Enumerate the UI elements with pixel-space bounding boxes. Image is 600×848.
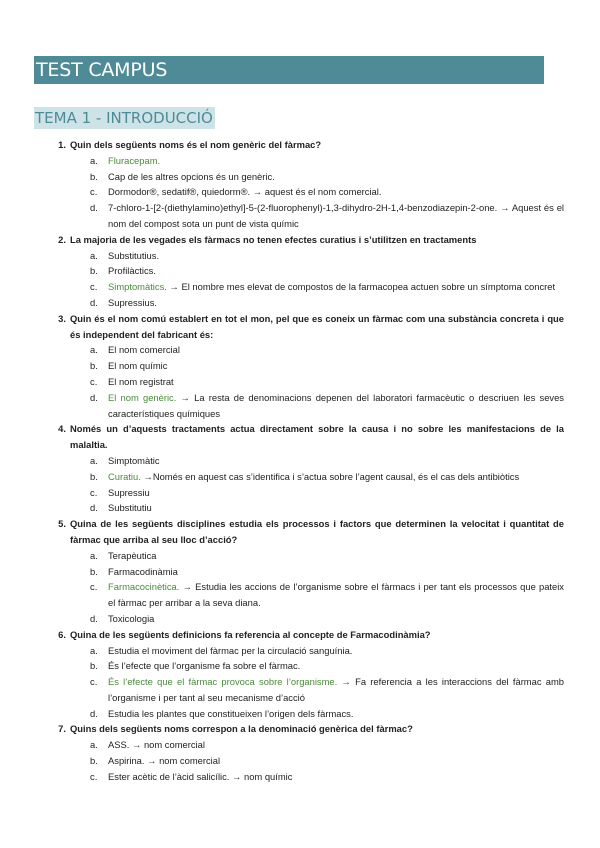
option-explanation: → aquest és el nom comercial. xyxy=(252,186,382,198)
option-text: Simptomàtic xyxy=(108,454,160,466)
question-number: 2. xyxy=(58,233,66,245)
option-label: c. xyxy=(90,581,98,593)
answer-option xyxy=(90,485,564,501)
option-explanation: → La resta de denominacions depenen del laboratori farmacèutic o descriuen les seves característiques químiques xyxy=(108,391,564,419)
question-item xyxy=(50,516,564,627)
option-label: d. xyxy=(90,296,98,308)
correct-answer-text: És l’efecte que el fàrmac provoca sobre l’organisme. xyxy=(108,676,338,688)
option-text: Supressiu xyxy=(108,486,150,498)
option-label: c. xyxy=(90,375,98,387)
option-label: c. xyxy=(90,486,98,498)
question-item xyxy=(50,627,564,722)
option-label: b. xyxy=(90,265,98,277)
option-text: Toxicologia xyxy=(108,612,155,624)
option-list xyxy=(70,153,564,232)
question-item xyxy=(50,311,564,422)
question-item xyxy=(50,721,564,784)
correct-answer-text: Simptomàtics. xyxy=(108,281,167,293)
answer-option xyxy=(90,295,564,311)
correct-answer-text: Curatiu. xyxy=(108,470,141,482)
option-label: b. xyxy=(90,565,98,577)
answer-option xyxy=(90,737,564,753)
question-text: Quin és el nom comú establert en tot el mon, pel que es coneix un fàrmac com una substància concreta i que és independent del fabricant és: xyxy=(70,312,564,340)
option-list xyxy=(70,342,564,421)
question-item xyxy=(50,421,564,516)
option-label: d. xyxy=(90,707,98,719)
answer-option xyxy=(90,469,564,485)
question-number: 4. xyxy=(58,423,66,435)
correct-answer-text: Fluracepam. xyxy=(108,154,161,166)
question-item xyxy=(50,232,564,311)
question-number: 5. xyxy=(58,518,66,530)
option-explanation: → Estudia les accions de l’organisme sobre el fàrmacs i per tant els processos que pateix el fàrmac per arribar a la seva diana. xyxy=(108,581,564,609)
option-text: Ester acètic de l’àcid salicílic. xyxy=(108,770,230,782)
option-label: b. xyxy=(90,755,98,767)
option-label: b. xyxy=(90,660,98,672)
answer-option xyxy=(90,611,564,627)
option-text: El nom químic xyxy=(108,360,168,372)
answer-option xyxy=(90,390,564,422)
answer-option xyxy=(90,184,564,200)
answer-option xyxy=(90,358,564,374)
answer-option xyxy=(90,500,564,516)
question-text: Només un d’aquests tractaments actua directament sobre la causa i no sobre les manifestacions de la malaltia. xyxy=(70,423,564,451)
option-label: b. xyxy=(90,360,98,372)
option-label: a. xyxy=(90,249,98,261)
option-label: c. xyxy=(90,186,98,198)
option-label: d. xyxy=(90,391,98,403)
option-label: a. xyxy=(90,739,98,751)
option-explanation: → nom químic xyxy=(232,770,293,782)
question-text: Quins dels següents noms correspon a la denominació genèrica del fàrmac? xyxy=(70,723,413,735)
option-explanation: → Aquest és el nom del compost sota un punt de vista químic xyxy=(108,202,564,229)
option-label: d. xyxy=(90,502,98,514)
answer-option xyxy=(90,643,564,659)
option-text: ASS. xyxy=(108,739,130,751)
option-text: Profilàctics. xyxy=(108,265,156,277)
option-text: Supressius. xyxy=(108,296,157,308)
question-text: Quin dels següents noms és el nom genèric del fàrmac? xyxy=(70,139,322,150)
option-list xyxy=(70,737,564,784)
option-explanation: → Fa referencia a les interaccions del fàrmac amb l’organisme i per tant al seu mecanisme d’acció xyxy=(108,676,564,703)
option-list xyxy=(70,643,564,722)
question-text: La majoria de les vegades els fàrmacs no tenen efectes curatius i s’utilitzen en tractaments xyxy=(70,233,477,245)
option-text: Aspirina. xyxy=(108,755,145,767)
answer-option xyxy=(90,374,564,390)
option-label: a. xyxy=(90,454,98,466)
option-explanation: → nom comercial xyxy=(147,755,221,767)
question-list xyxy=(50,137,564,785)
option-label: b. xyxy=(90,170,98,182)
option-list xyxy=(70,548,564,627)
option-label: c. xyxy=(90,676,98,688)
option-text: Dormodor®, sedatif®, quiedorm®. xyxy=(108,186,251,198)
option-text: 7-chloro-1-[2-(diethylamino)ethyl]-5-(2-fluorophenyl)-1,3-dihydro-2H-1,4-benzodiazepin-2-one. xyxy=(108,202,498,214)
section-heading: TEMA 1 - INTRODUCCIÓ xyxy=(35,109,213,127)
answer-option xyxy=(90,169,564,185)
option-label: a. xyxy=(90,154,98,166)
option-explanation: → El nombre mes elevat de compostos de la farmacopea actuen sobre un símptoma concret xyxy=(169,281,556,293)
answer-option xyxy=(90,658,564,674)
option-text: Farmacodinàmia xyxy=(108,565,178,577)
answer-option xyxy=(90,706,564,722)
option-text: Terapèutica xyxy=(108,549,157,561)
option-text: Estudia les plantes que constitueixen l’origen dels fàrmacs. xyxy=(108,707,354,719)
option-label: c. xyxy=(90,770,98,782)
answer-option xyxy=(90,674,564,706)
option-text: És l’efecte que l’organisme fa sobre el fàrmac. xyxy=(108,660,301,672)
question-text: Quina de les següents disciplines estudia els processos i factors que determinen la velocitat i quantitat de fàrmac que arriba al seu lloc d’acció? xyxy=(70,518,564,545)
option-label: a. xyxy=(90,344,98,356)
option-label: c. xyxy=(90,281,98,293)
option-text: Substitutiu xyxy=(108,502,152,514)
option-label: d. xyxy=(90,202,98,214)
question-item xyxy=(50,137,564,232)
option-text: El nom registrat xyxy=(108,375,174,387)
answer-option xyxy=(90,200,564,232)
correct-answer-text: El nom genèric. xyxy=(108,391,177,403)
option-label: a. xyxy=(90,644,98,656)
answer-option xyxy=(90,548,564,564)
option-text: Substitutius. xyxy=(108,249,160,261)
answer-option xyxy=(90,753,564,769)
option-explanation: → nom comercial xyxy=(131,739,205,751)
option-label: d. xyxy=(90,612,98,624)
question-number: 1. xyxy=(58,139,66,150)
correct-answer-text: Farmacocinètica. xyxy=(108,581,180,593)
option-text: El nom comercial xyxy=(108,344,180,356)
option-list xyxy=(70,453,564,516)
question-number: 7. xyxy=(58,723,66,735)
page-title: TEST CAMPUS xyxy=(34,56,544,84)
question-number: 3. xyxy=(58,312,66,324)
option-text: Estudia el moviment del fàrmac per la circulació sanguínia. xyxy=(108,644,353,656)
option-list xyxy=(70,248,564,311)
answer-option xyxy=(90,453,564,469)
answer-option xyxy=(90,564,564,580)
answer-option xyxy=(90,248,564,264)
question-text: Quina de les següents definicions fa referencia al concepte de Farmacodinàmia? xyxy=(70,628,431,640)
answer-option xyxy=(90,279,564,295)
option-text: Cap de les altres opcions és un genèric. xyxy=(108,170,275,182)
option-label: b. xyxy=(90,470,98,482)
question-number: 6. xyxy=(58,628,66,640)
answer-option xyxy=(90,579,564,611)
answer-option xyxy=(90,153,564,169)
answer-option xyxy=(90,263,564,279)
answer-option xyxy=(90,769,564,785)
option-label: a. xyxy=(90,549,98,561)
option-explanation: →Només en aquest cas s’identifica i s’actua sobre l’agent causal, és el cas dels antibiòtics xyxy=(143,470,520,482)
answer-option xyxy=(90,342,564,358)
